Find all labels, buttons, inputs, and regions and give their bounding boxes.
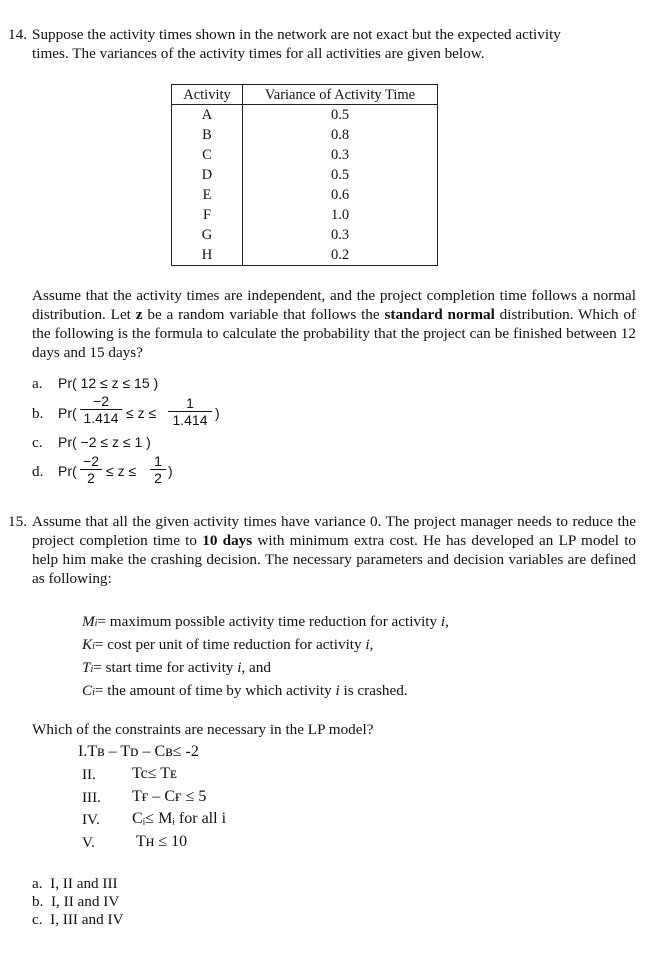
variance-cell: 0.2 <box>243 245 438 266</box>
constraint-text: Tʜ ≤ 10 <box>136 833 188 850</box>
definition-text: = the amount of time by which activity <box>94 682 336 699</box>
fraction-denominator: 2 <box>154 470 162 486</box>
variance-header: Variance of Activity Time <box>243 85 438 105</box>
table-row <box>172 205 438 225</box>
constraint-label: V. <box>82 834 95 851</box>
activity-cell: E <box>172 185 243 205</box>
definition-end: is crashed. <box>339 682 408 699</box>
definition-end: , <box>445 613 449 630</box>
definition-text: = maximum possible activity time reduction for activity <box>97 613 441 630</box>
constraint-label: I. <box>78 743 88 760</box>
table-row <box>172 225 438 245</box>
definition-var: i <box>365 636 370 653</box>
q14-paragraph <box>32 286 636 362</box>
activity-cell: F <box>172 205 243 225</box>
option-c-formula: Pr( −2 ≤ z ≤ 1 ) <box>58 434 151 450</box>
option-d-prefix: Pr( <box>58 463 77 479</box>
option-b-fraction-low <box>80 394 122 425</box>
activity-cell: H <box>172 245 243 266</box>
table-row <box>172 145 438 165</box>
q14-para-z: z <box>135 306 143 323</box>
definition-symbol: K <box>82 636 93 653</box>
answer-text: I, II and III <box>50 875 118 892</box>
variance-cell: 0.8 <box>243 125 438 145</box>
table-row <box>172 185 438 205</box>
answer-text: I, II and IV <box>50 893 120 910</box>
definition-text: = start time for activity <box>93 659 238 676</box>
answer-label: c. <box>32 911 43 928</box>
q15-para-pre: Assume that all the given activity times have variance 0. The project manager needs to reduce the project completion time to <box>32 513 636 549</box>
definition-var: i <box>335 682 340 699</box>
q14-number: 14. <box>8 26 27 43</box>
q15-question: Which of the constraints are necessary in the LP model? <box>32 721 374 738</box>
definition-item <box>82 612 449 633</box>
variance-table <box>171 84 438 266</box>
table-row <box>172 245 438 266</box>
option-a-label: a. <box>32 375 43 392</box>
table-header-row <box>172 85 438 105</box>
constraint-item <box>78 742 199 761</box>
q14-para-pre: Assume that the activity times are independent, and the project completion time follows a normal distribution. Let <box>32 287 636 323</box>
option-d-fraction-high <box>150 454 166 485</box>
answer-item <box>32 874 118 893</box>
option-c-label: c. <box>32 434 43 451</box>
definition-symbol: C <box>82 682 93 699</box>
definition-subscript: i <box>92 687 95 698</box>
activity-cell: D <box>172 165 243 185</box>
fraction-numerator: 1 <box>154 453 162 469</box>
option-d-label: d. <box>32 463 44 480</box>
q14-para-mid: be a random variable that follows the <box>147 306 380 323</box>
definition-text: = cost per unit of time reduction for activity <box>94 636 366 653</box>
option-b-prefix: Pr( <box>58 405 77 421</box>
constraint-label: II. <box>82 766 96 783</box>
constraint-text: Tc≤ Tᴇ <box>132 765 178 782</box>
activity-cell: A <box>172 105 243 126</box>
q15-para-post: with minimum extra cost. He has developed an LP model to help him make the crashing decision. The necessary parameters and decision variables are defined as following: <box>32 532 637 587</box>
definition-item <box>82 658 271 679</box>
q15-para-bold: 10 days <box>202 532 253 549</box>
activity-cell: G <box>172 225 243 245</box>
activity-cell: C <box>172 145 243 165</box>
fraction-numerator: −2 <box>83 453 99 469</box>
option-d-middle: ≤ z ≤ <box>106 463 137 479</box>
answer-item <box>32 892 119 911</box>
definition-subscript: i <box>90 664 94 675</box>
option-a-formula: Pr( 12 ≤ z ≤ 15 ) <box>58 375 159 391</box>
q14-para-bold: standard normal <box>384 306 495 323</box>
table-row <box>172 165 438 185</box>
answer-label: b. <box>32 893 44 910</box>
activity-header: Activity <box>172 85 243 105</box>
q14-para-post: distribution. Which of the following is the formula to calculate the probability that the project can be finished between 12 days and 15 days? <box>32 306 637 361</box>
answer-item <box>32 910 124 929</box>
definition-var: i <box>237 659 242 676</box>
definition-symbol: T <box>82 659 91 676</box>
fraction-denominator: 1.414 <box>172 412 208 428</box>
fraction-numerator: −2 <box>93 393 109 409</box>
variance-cell: 0.3 <box>243 145 438 165</box>
table-row <box>172 125 438 145</box>
definition-end: , <box>369 636 374 653</box>
definition-symbol: M <box>82 613 95 630</box>
constraint-text: Cᵢ≤ Mᵢ for all i <box>132 810 227 827</box>
option-b-label: b. <box>32 405 44 422</box>
table-row <box>172 105 438 126</box>
option-d-fraction-low <box>80 454 102 485</box>
variance-cell: 1.0 <box>243 205 438 225</box>
variance-cell: 0.3 <box>243 225 438 245</box>
q15-number: 15. <box>8 513 27 530</box>
option-b-suffix: ) <box>215 405 220 421</box>
activity-cell: B <box>172 125 243 145</box>
constraint-text: Tғ – Cғ ≤ 5 <box>132 788 207 805</box>
answer-text: I, III and IV <box>50 911 124 928</box>
definition-subscript: i <box>94 618 98 629</box>
q14-intro-line2: times. The variances of the activity times for all activities are given below. <box>32 45 485 62</box>
constraint-label: IV. <box>82 811 100 828</box>
constraint-label: III. <box>82 789 101 806</box>
option-d-suffix: ) <box>168 463 173 479</box>
option-b-fraction-high <box>168 396 212 427</box>
constraint-text: Tʙ – Tᴅ – Cʙ≤ -2 <box>87 743 199 760</box>
fraction-numerator: 1 <box>186 395 194 411</box>
definition-var: i <box>440 613 446 630</box>
fraction-denominator: 1.414 <box>83 410 119 426</box>
answer-label: a. <box>32 875 43 892</box>
definition-end: , and <box>241 659 271 676</box>
variance-cell: 0.5 <box>243 165 438 185</box>
definition-item <box>82 635 373 656</box>
definition-item <box>82 681 408 702</box>
fraction-denominator: 2 <box>87 470 95 486</box>
variance-cell: 0.5 <box>243 105 438 126</box>
option-b-middle: ≤ z ≤ <box>126 405 157 421</box>
variance-cell: 0.6 <box>243 185 438 205</box>
q14-intro-line1: Suppose the activity times shown in the network are not exact but the expected activity <box>32 26 561 43</box>
q15-paragraph <box>32 512 636 588</box>
definition-subscript: i <box>92 641 95 652</box>
